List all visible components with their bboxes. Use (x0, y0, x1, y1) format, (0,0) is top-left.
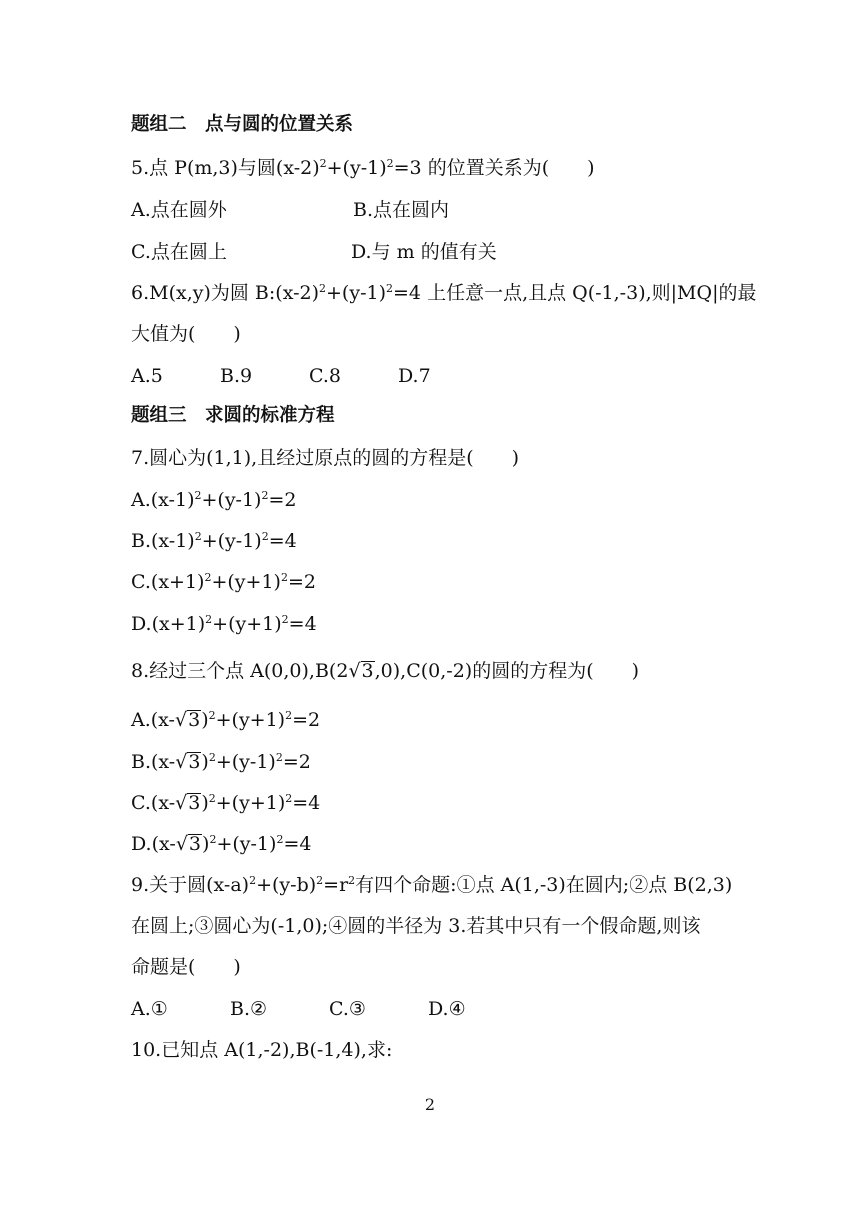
question-6-options (131, 364, 431, 388)
q8-option-b[interactable]: $B.(x-√3)^2+(y-1)^2=2$ (131, 751, 311, 773)
section-heading-group2: 题组二 点与圆的位置关系 (131, 114, 354, 135)
q8-option-d[interactable]: $D.(x-√3)^2+(y-1)^2=4$ (131, 833, 312, 855)
q5-option-a[interactable]: A.点在圆外 (131, 199, 227, 221)
question-9-stem-line3: 命题是( ) (131, 956, 241, 978)
q7-option-d[interactable]: $D.(x+1)^2+(y+1)^2=4$ (131, 613, 317, 635)
q5-option-c[interactable]: C.点在圆上 (131, 241, 227, 263)
q8-option-c[interactable]: $C.(x-√3)^2+(y+1)^2=4$ (131, 792, 321, 814)
question-9-stem-line2: 在圆上;③圆心为(-1,0);④圆的半径为 3.若其中只有一个假命题,则该 (131, 915, 701, 937)
page-number: 2 (424, 1095, 436, 1114)
q7-option-c[interactable]: $C.(x+1)^2+(y+1)^2=2$ (131, 571, 316, 593)
sqrt-symbol: √3 (175, 833, 202, 855)
question-10-stem: 10.已知点 A(1,-2),B(-1,4),求: (131, 1039, 393, 1061)
q9-option-c[interactable]: C.③ (329, 998, 366, 1020)
q7-option-b[interactable]: $B.(x-1)^2+(y-1)^2=4$ (131, 530, 297, 552)
question-6-stem: 6.M(x,y)为圆 $B:(x-2)^2+(y-1)^2=4$ 上任意一点,且点 Q(-1,-3),则|MQ|的最 (131, 282, 757, 304)
q5-option-b[interactable]: B.点在圆内 (353, 199, 450, 221)
q9-option-b[interactable]: B.② (230, 998, 268, 1020)
q9-option-d[interactable]: D.④ (428, 998, 466, 1020)
question-6-stem-line2: 大值为( ) (131, 323, 241, 345)
q9-option-a[interactable]: A.① (131, 998, 168, 1020)
question-5-stem: 5.点 P(m,3)与圆$(x-2)^2+(y-1)^2=3$ 的位置关系为( ) (131, 157, 595, 179)
q5-option-d[interactable]: D.与 m 的值有关 (351, 241, 497, 263)
sqrt-symbol: √3 (348, 660, 374, 682)
q7-option-a[interactable]: $A.(x-1)^2+(y-1)^2=2$ (131, 489, 297, 511)
q6-option-c[interactable]: C.8 (309, 365, 341, 387)
sqrt-symbol: √3 (174, 709, 201, 731)
q6-option-a[interactable]: A.5 (131, 365, 163, 387)
section-heading-group3: 题组三 求圆的标准方程 (131, 405, 335, 426)
question-7-stem: 7.圆心为(1,1),且经过原点的圆的方程是( ) (131, 447, 520, 469)
question-5-options-row2 (131, 240, 497, 264)
question-5-options-row1 (131, 198, 450, 222)
sqrt-symbol: √3 (175, 792, 201, 814)
sqrt-symbol: √3 (175, 751, 201, 773)
question-8-stem: 8.经过三个点 A(0,0),B(2√3,0),C(0,-2)的圆的方程为( ) (131, 660, 640, 682)
q8-option-a[interactable]: $A.(x-√3)^2+(y+1)^2=2$ (131, 709, 321, 731)
q6-option-b[interactable]: B.9 (220, 365, 253, 387)
question-9-stem: 9.关于圆$(x-a)^2+(y-b)^2=r^2$有四个命题:①点 A(1,-3)在圆内;②点 B(2,3) (131, 874, 733, 896)
question-9-options (131, 997, 466, 1021)
q6-option-d[interactable]: D.7 (398, 365, 431, 387)
